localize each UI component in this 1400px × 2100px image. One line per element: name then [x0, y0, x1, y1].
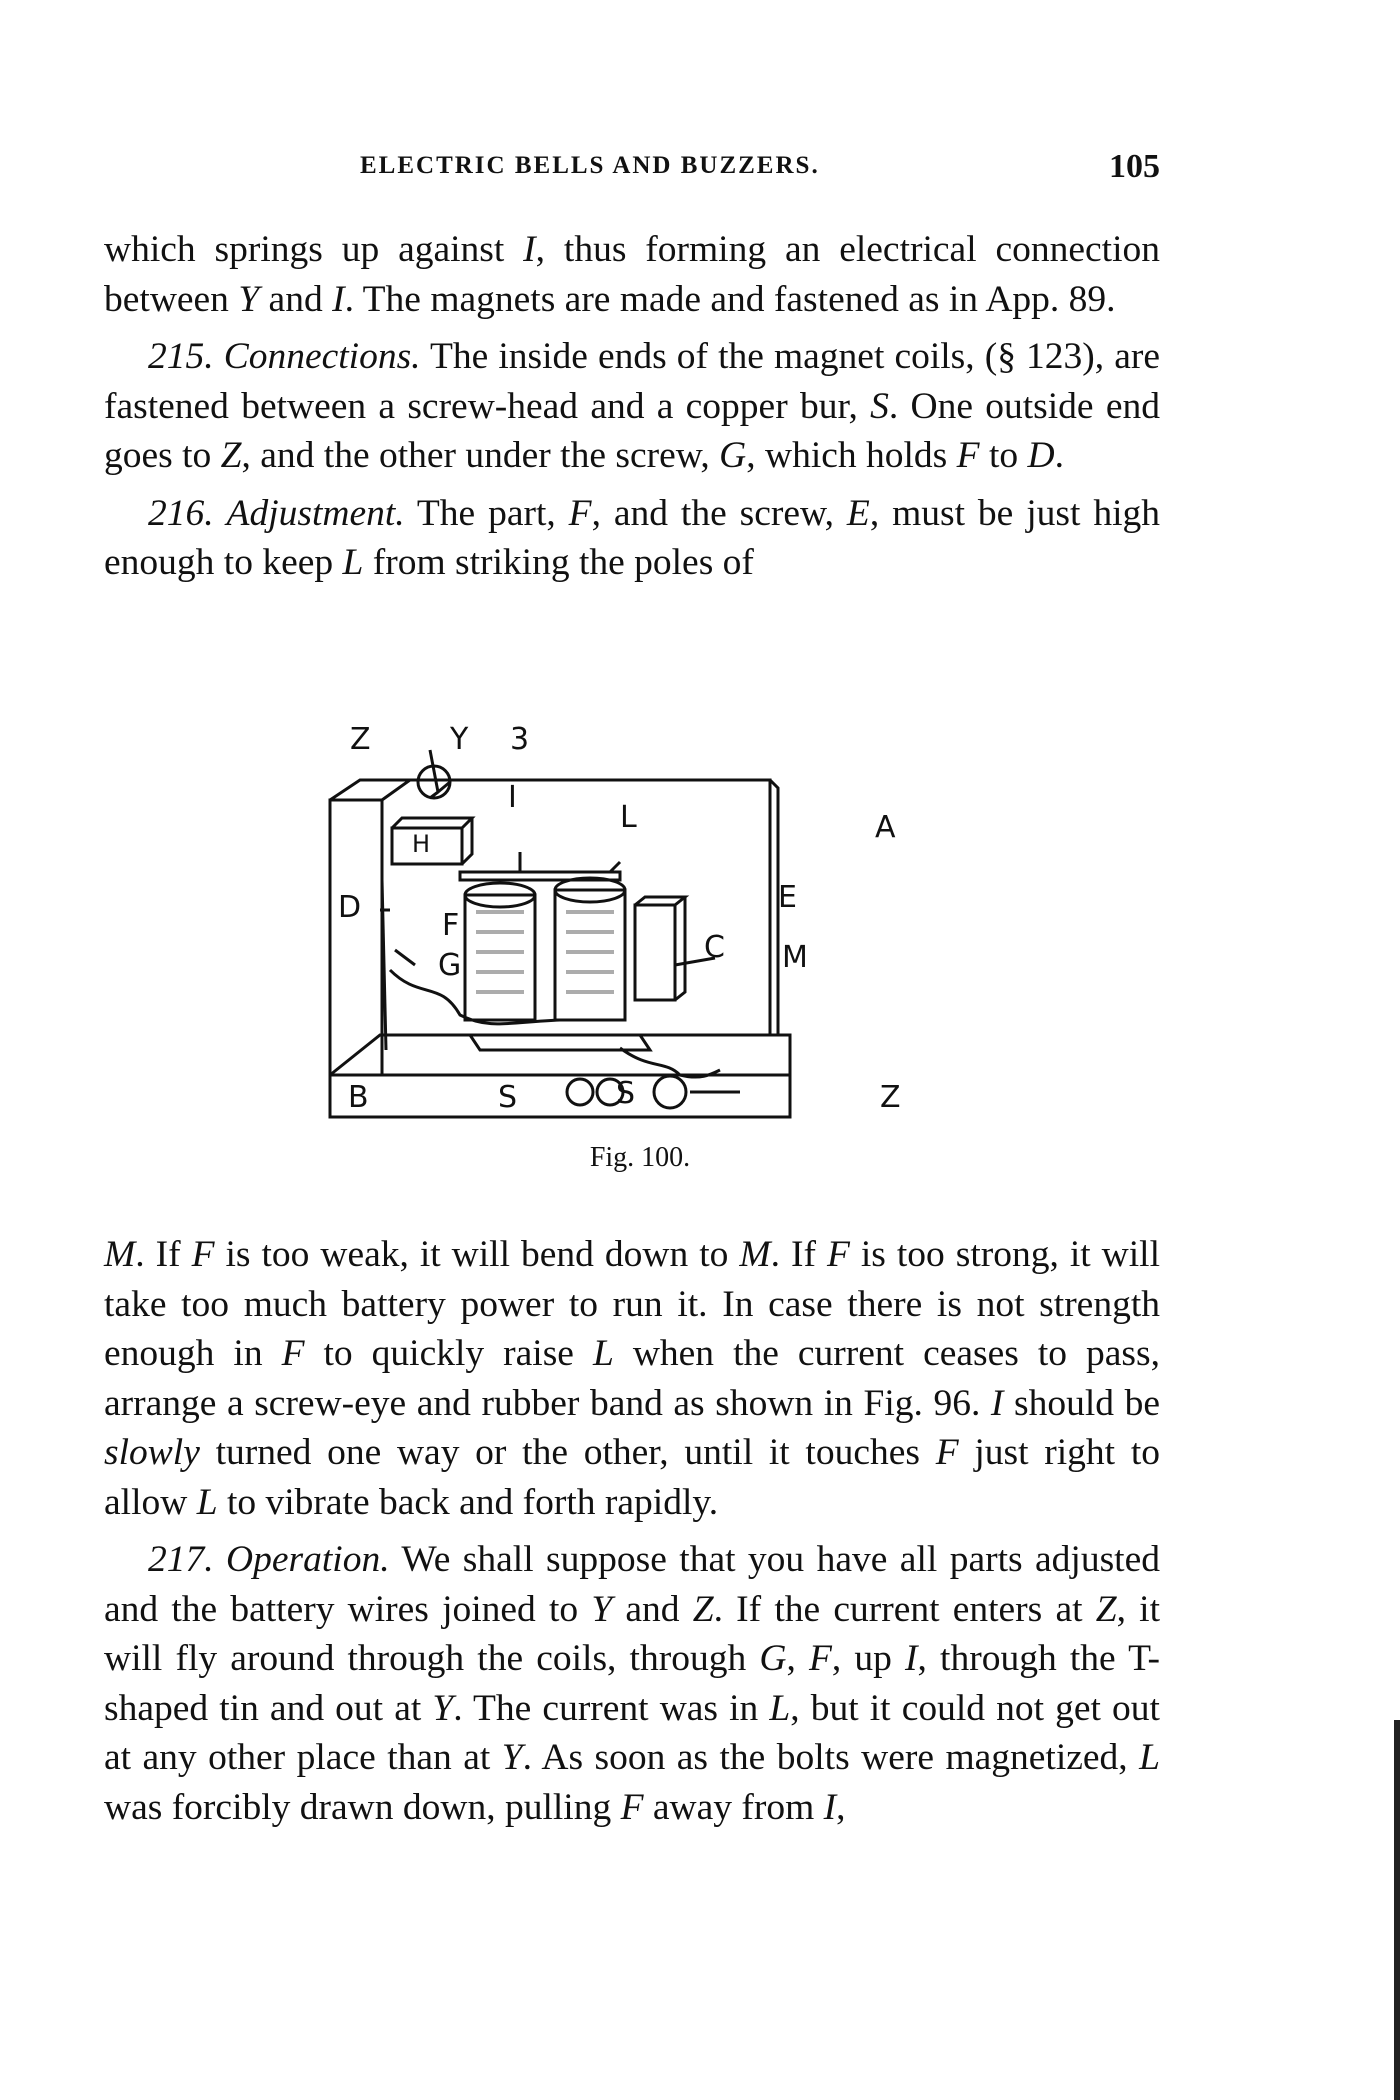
text-block-lower	[104, 1230, 1160, 1840]
figure-label: Z	[350, 722, 371, 757]
section-title: Connections.	[223, 336, 421, 377]
figure-label: Z	[880, 1080, 901, 1115]
paragraph-216-adjustment: 216. Adjustment. The part, F, and the screw, E, must be just high enough to keep L from striking the poles of	[104, 492, 1160, 583]
page-number: 105	[1109, 148, 1160, 185]
figure-label: H	[412, 830, 431, 858]
section-number: 215.	[148, 336, 214, 377]
figure-label: C	[704, 930, 725, 965]
section-title: Operation.	[226, 1539, 390, 1580]
figure-label: I	[508, 780, 517, 815]
figure-label: E	[778, 880, 797, 915]
figure-label: B	[348, 1080, 369, 1115]
section-number: 217.	[148, 1539, 214, 1580]
paragraph-continuation: which springs up against I, thus forming an electrical connection between Y and I. The magnets are made and fastened as in App. 89.	[104, 229, 1160, 320]
figure-100	[320, 722, 960, 1173]
buzzer-illustration	[320, 730, 960, 1140]
paragraph-215-connections: 215. Connections. The inside ends of the magnet coils, (§ 123), are fastened between a screw-head and a copper bur, S. One outside end goes to Z, and the other under the screw, G, which holds F to D.	[104, 336, 1160, 476]
figure-label: 3	[510, 722, 530, 757]
figure-caption: Fig. 100.	[589, 1142, 691, 1173]
section-title: Adjustment.	[226, 492, 405, 534]
text-block-upper	[104, 225, 1160, 596]
emphasis: slowly	[104, 1432, 200, 1473]
figure-label: Y	[450, 722, 469, 757]
paragraph-217-operation: 217. Operation. We shall suppose that you have all parts adjusted and the battery wires joined to Y and Z. If the current enters at Z, it will fly around through the coils, through G, F, up I, through the T-shaped tin and out at Y. The current was in L, but it could not get out at any other place than at Y. As soon as the bolts were magnetized, L was forcibly drawn down, pulling F away from I,	[104, 1539, 1161, 1828]
figure-label: S	[498, 1080, 518, 1115]
figure-label: L	[620, 800, 637, 835]
page-header	[360, 148, 1160, 192]
running-title: ELECTRIC BELLS AND BUZZERS.	[360, 152, 820, 179]
figure-label: M	[782, 940, 808, 975]
section-number: 216.	[148, 492, 214, 534]
paragraph-216-continued: M. If F is too weak, it will bend down to M. If F is too strong, it will take too much battery power to run it. In case there is not strength enough in F to quickly raise L when the current ceases to pass, arrange a screw-eye and rubber band as shown in Fig. 96. I should be slowly turned one way or the other, until it touches F just right to allow L to vibrate back and forth rapidly.	[104, 1234, 1161, 1523]
figure-label: D	[338, 890, 362, 925]
figure-label: G	[438, 948, 462, 983]
page-edge-shadow	[1394, 1720, 1400, 2100]
figure-label: A	[875, 810, 896, 845]
figure-label: S	[616, 1076, 636, 1111]
figure-label: F	[442, 908, 460, 943]
